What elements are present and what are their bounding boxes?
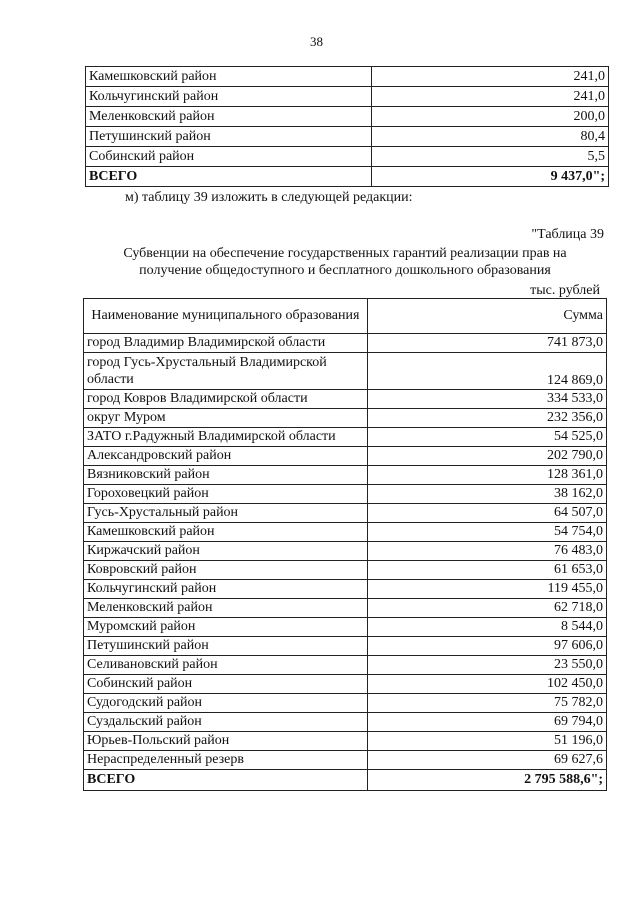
row-value-cell: 202 790,0 (367, 447, 606, 466)
table-row (84, 504, 607, 523)
row-name-cell: Александровский район (84, 447, 368, 466)
row-value-cell: 69 794,0 (367, 713, 606, 732)
row-name-cell: Меленковский район (84, 599, 368, 618)
total-label-cell: ВСЕГО (86, 167, 372, 187)
table-header-row (84, 299, 607, 334)
header-name-cell: Наименование муниципального образования (84, 299, 368, 334)
table-row (84, 409, 607, 428)
row-value-cell: 54 525,0 (367, 428, 606, 447)
table-row (84, 466, 607, 485)
table-row (86, 107, 609, 127)
table-row (84, 637, 607, 656)
row-value-cell: 5,5 (371, 147, 608, 167)
row-value-cell: 62 718,0 (367, 599, 606, 618)
row-name-cell: Суздальский район (84, 713, 368, 732)
table-row (84, 580, 607, 599)
row-name-cell: Меленковский район (86, 107, 372, 127)
table-row (84, 447, 607, 466)
row-value-cell: 54 754,0 (367, 523, 606, 542)
page-number: 38 (310, 34, 323, 49)
row-value-cell: 232 356,0 (367, 409, 606, 428)
row-name-cell: Петушинский район (84, 637, 368, 656)
row-value-cell: 75 782,0 (367, 694, 606, 713)
table-row (84, 656, 607, 675)
row-value-cell: 8 544,0 (367, 618, 606, 637)
row-value-cell: 241,0 (371, 67, 608, 87)
table-row (86, 87, 609, 107)
row-value-cell: 51 196,0 (367, 732, 606, 751)
total-value-cell: 9 437,0"; (371, 167, 608, 187)
row-name-cell: ЗАТО г.Радужный Владимирской области (84, 428, 368, 447)
instruction-text: м) таблицу 39 изложить в следующей редакции: (125, 190, 413, 205)
row-value-cell: 38 162,0 (367, 485, 606, 504)
table-label: "Таблица 39 (531, 227, 604, 242)
row-name-cell: Кольчугинский район (84, 580, 368, 599)
total-label-cell: ВСЕГО (84, 770, 368, 791)
total-value-cell: 2 795 588,6"; (367, 770, 606, 791)
table-row (86, 127, 609, 147)
row-name-cell: Ковровский район (84, 561, 368, 580)
row-value-cell: 76 483,0 (367, 542, 606, 561)
row-name-cell: Селивановский район (84, 656, 368, 675)
row-name-cell: Кольчугинский район (86, 87, 372, 107)
total-row (84, 770, 607, 791)
main-table (83, 298, 607, 791)
row-value-cell: 97 606,0 (367, 637, 606, 656)
table-caption (95, 245, 595, 279)
table-row (84, 428, 607, 447)
row-name-cell: Собинский район (84, 675, 368, 694)
row-name-cell: Нераспределенный резерв (84, 751, 368, 770)
row-value-cell: 200,0 (371, 107, 608, 127)
table-row (86, 147, 609, 167)
row-name-cell: Петушинский район (86, 127, 372, 147)
row-name-cell: Собинский район (86, 147, 372, 167)
table-row (84, 353, 607, 390)
table-row (84, 618, 607, 637)
row-name-cell: город Гусь-Хрустальный Владимирской области (84, 353, 368, 390)
table-row (84, 713, 607, 732)
total-row (86, 167, 609, 187)
row-value-cell: 334 533,0 (367, 390, 606, 409)
row-name-cell: город Владимир Владимирской области (84, 334, 368, 353)
row-name-cell: округ Муром (84, 409, 368, 428)
row-name-cell: Судогодский район (84, 694, 368, 713)
table-row (84, 334, 607, 353)
table-row (84, 732, 607, 751)
row-value-cell: 741 873,0 (367, 334, 606, 353)
top-table (85, 66, 609, 187)
row-name-cell: Гороховецкий район (84, 485, 368, 504)
header-sum-cell: Сумма (367, 299, 606, 334)
table-row (84, 542, 607, 561)
row-value-cell: 64 507,0 (367, 504, 606, 523)
row-name-cell: Вязниковский район (84, 466, 368, 485)
row-name-cell: Камешковский район (86, 67, 372, 87)
table-row (84, 599, 607, 618)
table-row (84, 390, 607, 409)
row-name-cell: Киржачский район (84, 542, 368, 561)
table-row (84, 675, 607, 694)
row-value-cell: 119 455,0 (367, 580, 606, 599)
caption-line-1: Субвенции на обеспечение государственных гарантий реализации прав на (123, 246, 567, 261)
row-name-cell: Гусь-Хрустальный район (84, 504, 368, 523)
row-name-cell: Муромский район (84, 618, 368, 637)
row-value-cell: 124 869,0 (367, 353, 606, 390)
table-row (84, 694, 607, 713)
table-row (84, 751, 607, 770)
table-row (84, 561, 607, 580)
table-row (84, 485, 607, 504)
row-value-cell: 80,4 (371, 127, 608, 147)
row-value-cell: 241,0 (371, 87, 608, 107)
units-label: тыс. рублей (530, 283, 600, 298)
row-value-cell: 102 450,0 (367, 675, 606, 694)
row-value-cell: 61 653,0 (367, 561, 606, 580)
row-value-cell: 23 550,0 (367, 656, 606, 675)
row-value-cell: 69 627,6 (367, 751, 606, 770)
table-row (86, 67, 609, 87)
row-value-cell: 128 361,0 (367, 466, 606, 485)
caption-line-2: получение общедоступного и бесплатного дошкольного образования (139, 263, 551, 278)
row-name-cell: Камешковский район (84, 523, 368, 542)
row-name-cell: город Ковров Владимирской области (84, 390, 368, 409)
table-row (84, 523, 607, 542)
row-name-cell: Юрьев-Польский район (84, 732, 368, 751)
